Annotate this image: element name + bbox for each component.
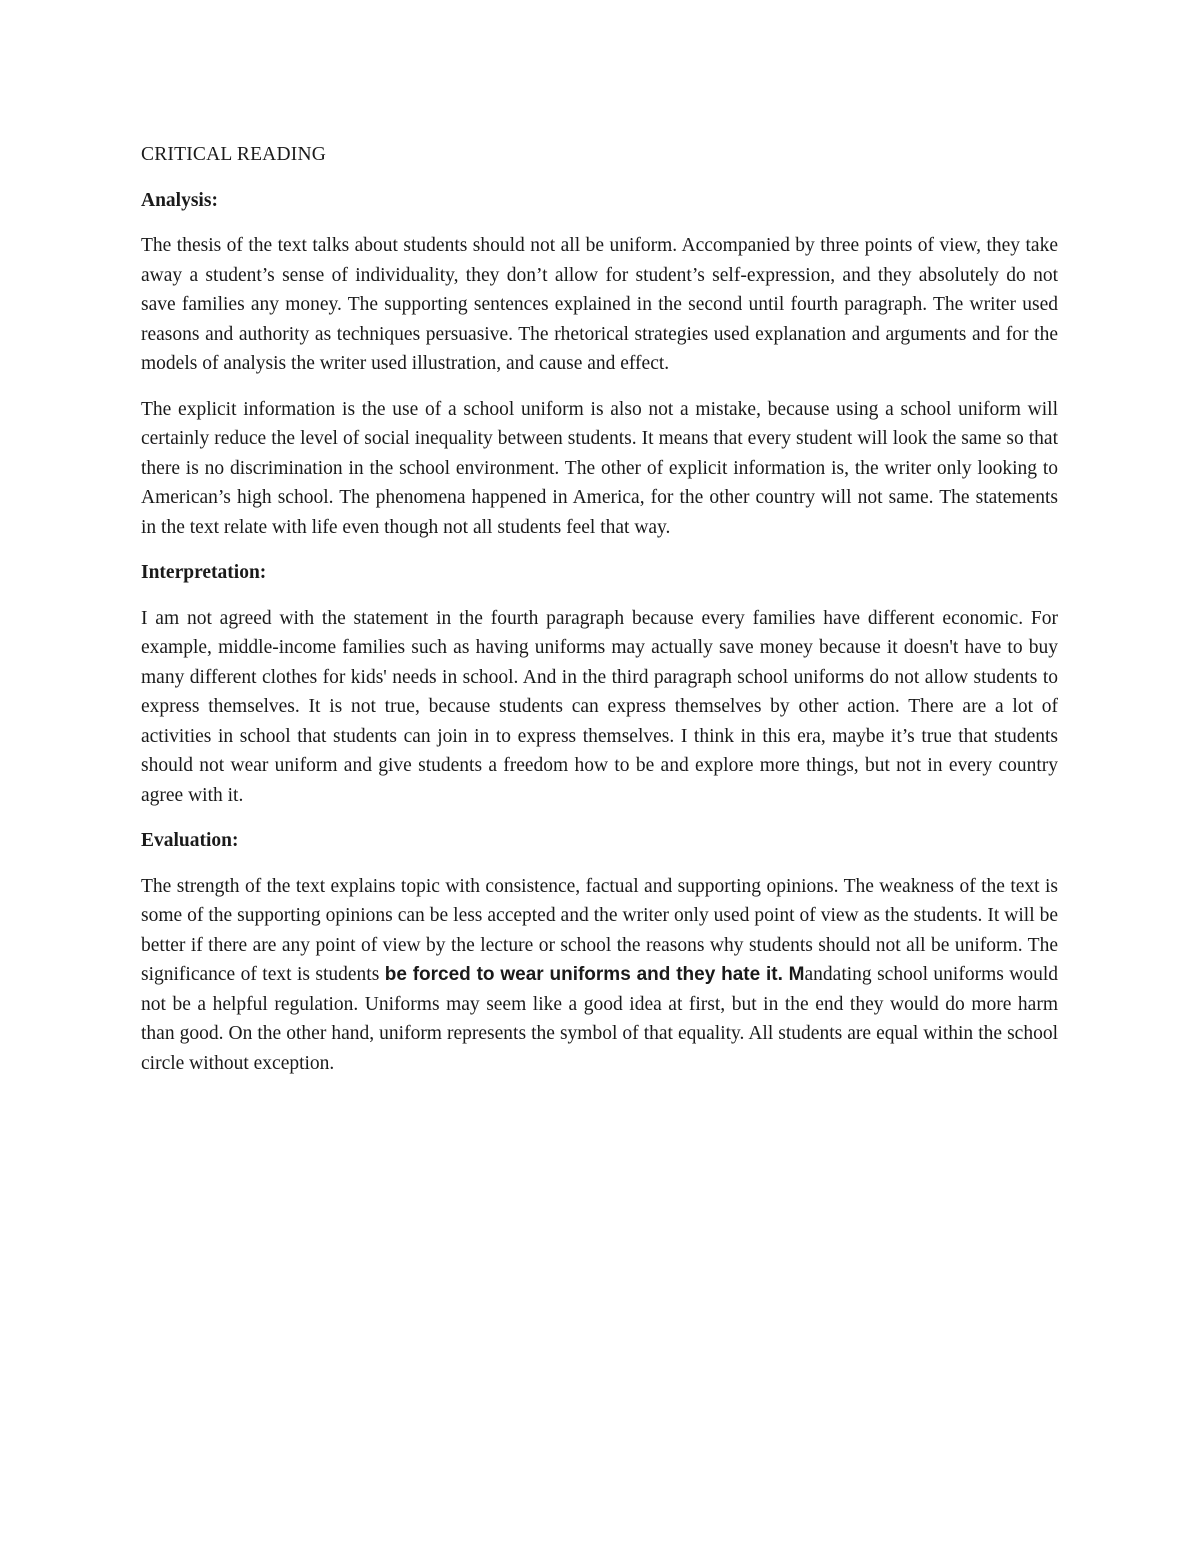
document-page bbox=[141, 140, 1058, 1094]
evaluation-text-start: The strength of the text explains topic with consistence, factual and supporting opinions. The weakness of the text is some of the supporting opinions can be less accepted and the writer only used point of view as the students. It will be better if there are any point of view by the lecture or school the reasons why students should not all be uniform. The significance of text is students bbox=[141, 875, 1058, 985]
document-title: CRITICAL READING bbox=[141, 144, 327, 165]
interpretation-heading: Interpretation: bbox=[141, 562, 267, 583]
evaluation-text-end: andating school uniforms would not be a helpful regulation. Uniforms may seem like a good idea at first, but in the end they would do more harm than good. On the other hand, uniform represents the symbol of that equality. All students are equal within the school circle without exception. bbox=[141, 964, 1058, 1074]
interpretation-paragraph: I am not agreed with the statement in the fourth paragraph because every families have different economic. For example, middle-income families such as having uniforms may actually save money because it doesn't have to buy many different clothes for kids' needs in school. And in the third paragraph school uniforms do not allow students to express themselves. It is not true, because students can express themselves by other action. There are a lot of activities in school that students can join in to express themselves. I think in this era, maybe it’s true that students should not wear uniform and give students a freedom how to be and explore more things, but not in every country agree with it. bbox=[141, 607, 1058, 806]
evaluation-paragraph bbox=[141, 872, 1058, 1079]
analysis-paragraph-2: The explicit information is the use of a school uniform is also not a mistake, because using a school uniform will certainly reduce the level of social inequality between students. It means that every student will look the same so that there is no discrimination in the school environment. The other of explicit information is, the writer only looking to American’s high school. The phenomena happened in America, for the other country will not same. The statements in the text relate with life even though not all students feel that way. bbox=[141, 398, 1058, 538]
evaluation-heading: Evaluation: bbox=[141, 830, 239, 851]
analysis-paragraph-1: The thesis of the text talks about students should not all be uniform. Accompanied by three points of view, they take away a student’s sense of individuality, they don’t allow for student’s self-expression, and they absolutely do not save families any money. The supporting sentences explained in the second until fourth paragraph. The writer used reasons and authority as techniques persuasive. The rhetorical strategies used explanation and arguments and for the models of analysis the writer used illustration, and cause and effect. bbox=[141, 235, 1058, 374]
analysis-heading: Analysis: bbox=[141, 189, 218, 211]
evaluation-bold-phrase: be forced to wear uniforms and they hate it. M bbox=[384, 964, 805, 985]
